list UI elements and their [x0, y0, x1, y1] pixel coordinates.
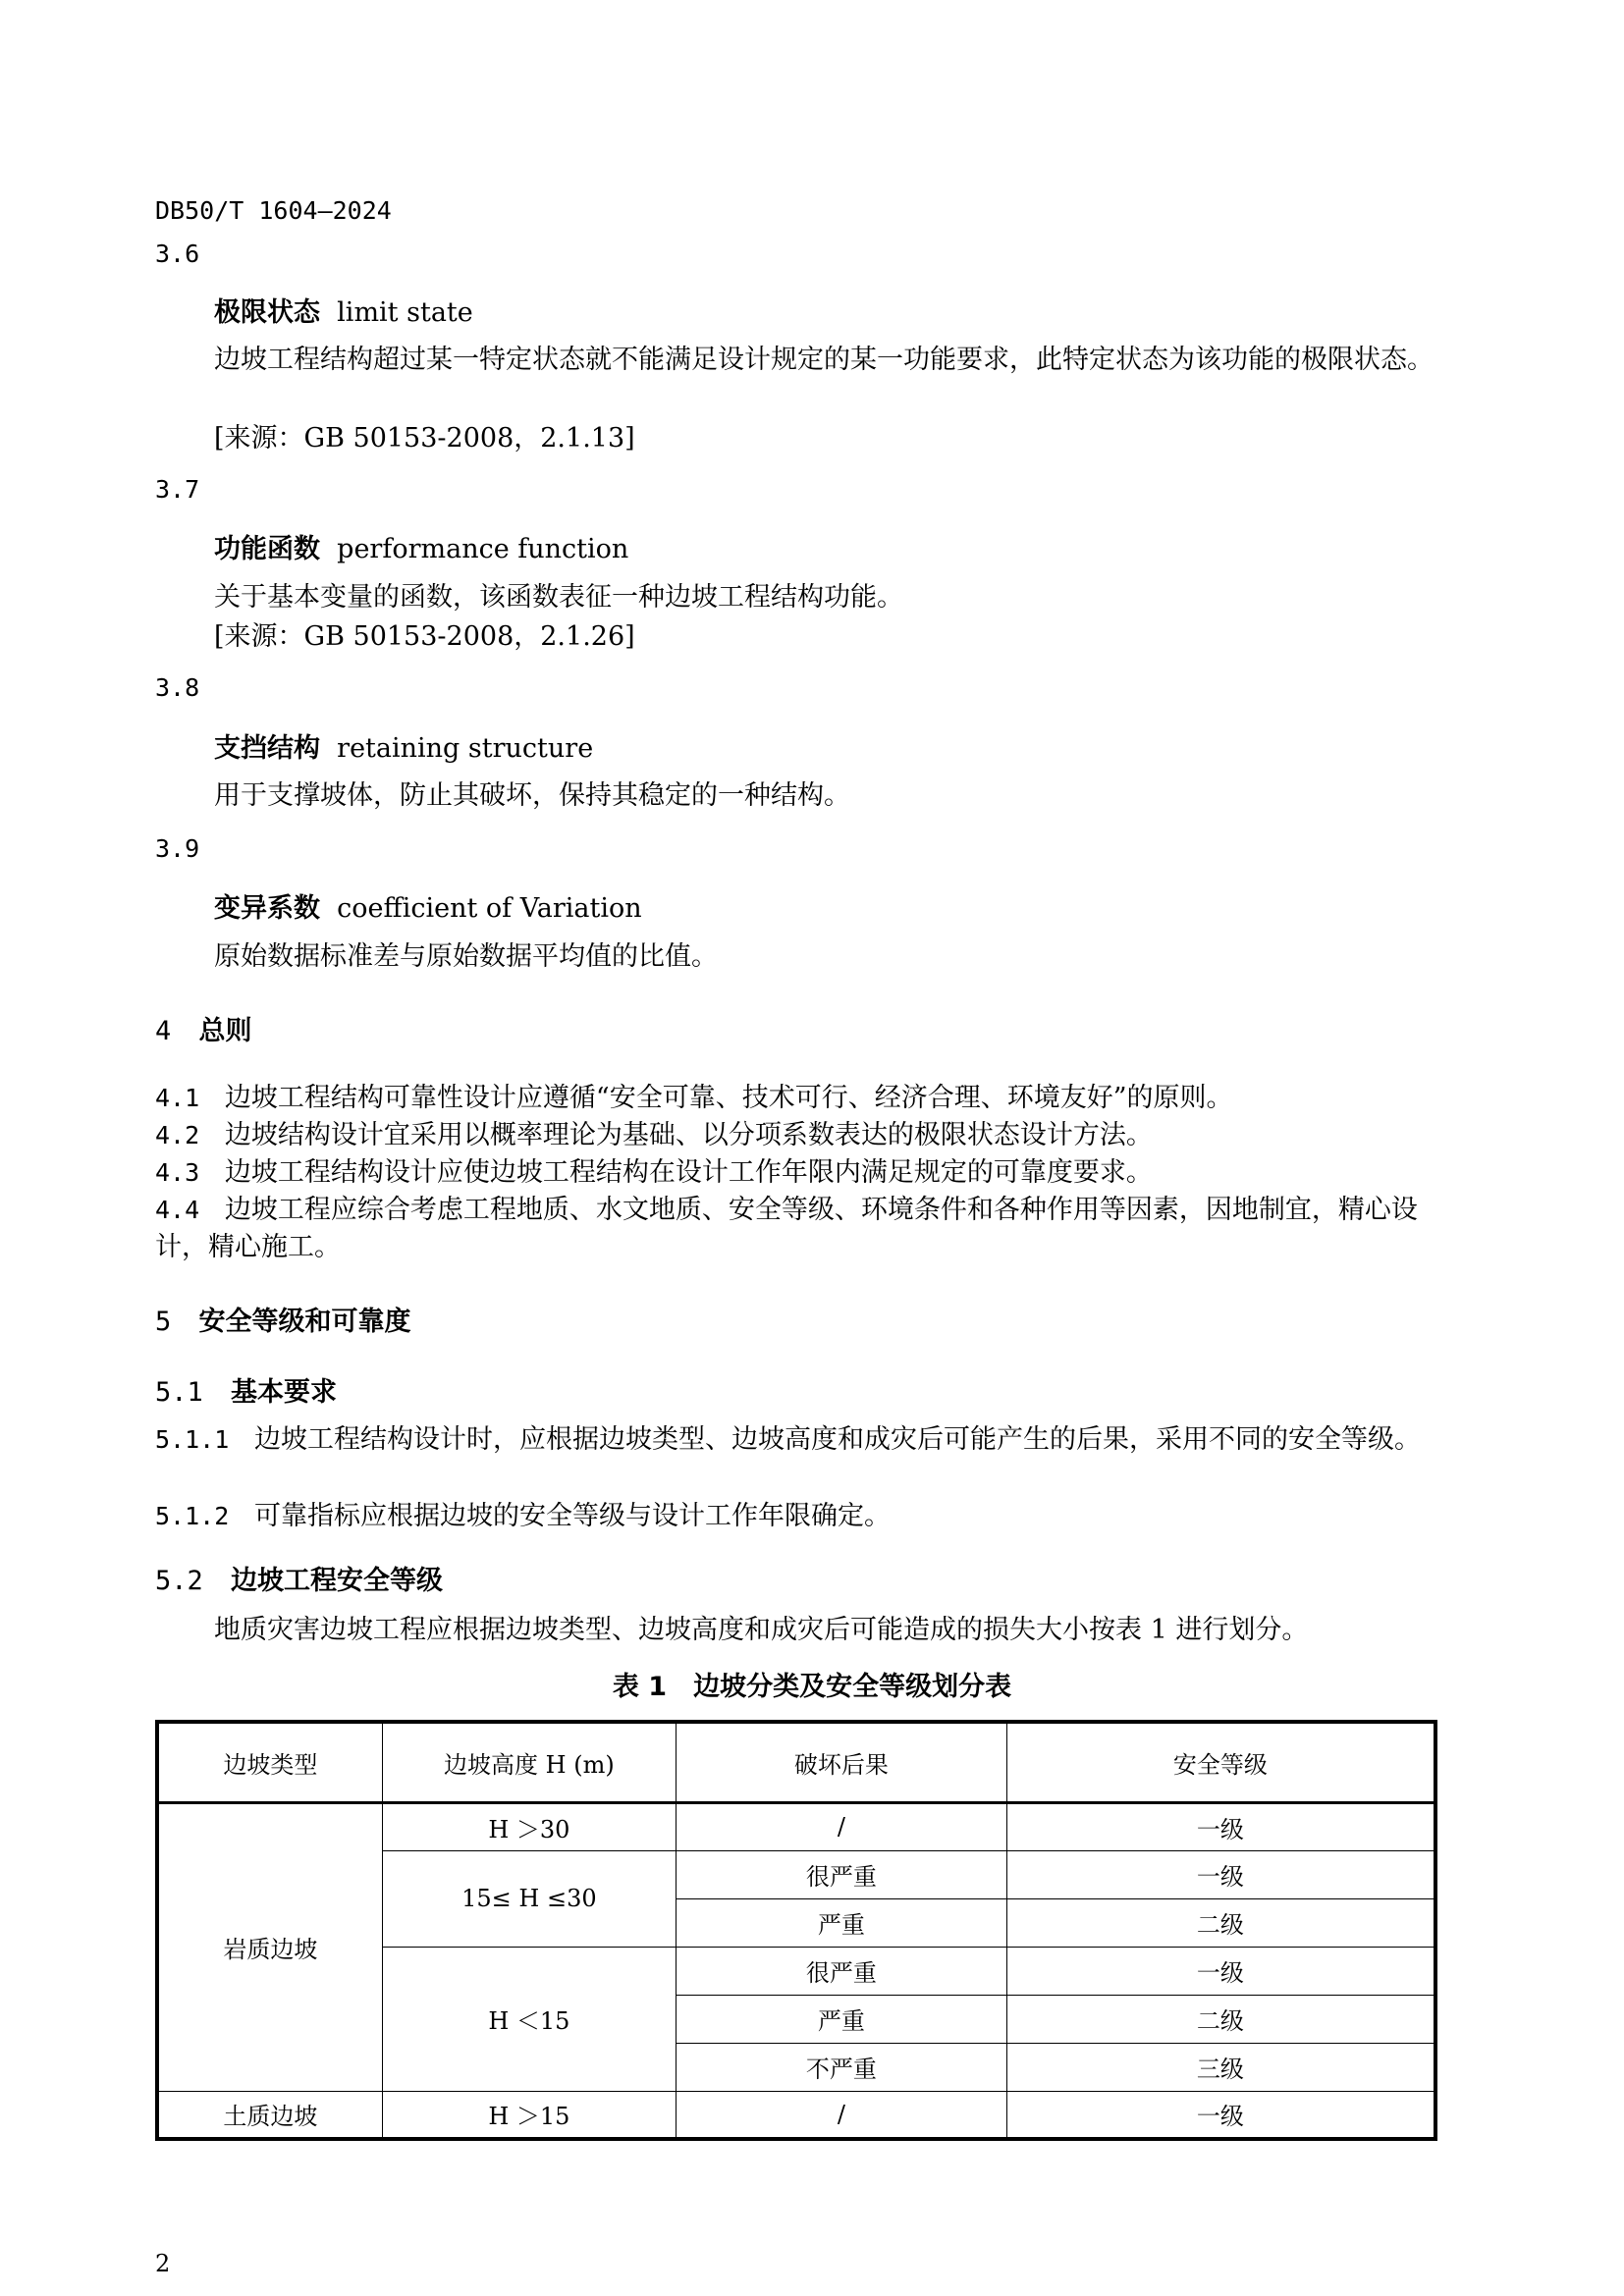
clause-item [155, 1421, 1436, 1459]
grade-cell: 二级 [1006, 1898, 1435, 1947]
section-heading [155, 1009, 251, 1047]
section-heading [155, 1300, 410, 1338]
item-number: 4.2 [155, 1121, 200, 1149]
term-cn: 极限状态 [214, 297, 320, 328]
term-heading [214, 886, 642, 925]
item-number: 5.1.1 [155, 1425, 230, 1454]
slope-type-cell: 岩质边坡 [157, 1802, 382, 2091]
slope-type-cell: 土质边坡 [157, 2091, 382, 2139]
consequence-cell: 很严重 [676, 1947, 1006, 1995]
grade-cell: 三级 [1006, 2043, 1435, 2091]
definition-text: 原始数据标准差与原始数据平均值的比值。 [214, 941, 718, 972]
table-header-cell: 安全等级 [1006, 1722, 1435, 1802]
term-heading [214, 527, 628, 565]
term-heading [214, 726, 593, 765]
term-en: performance function [337, 534, 629, 564]
term-en: limit state [337, 297, 473, 328]
clause-item [155, 1498, 891, 1535]
consequence-cell: / [676, 2091, 1006, 2139]
grade-cell: 二级 [1006, 1995, 1435, 2043]
term-en: coefficient of Variation [337, 893, 642, 924]
item-number: 5.1.2 [155, 1502, 230, 1530]
height-cell: H ＜15 [382, 1947, 676, 2091]
term-cn: 支挡结构 [214, 733, 320, 764]
table-caption: 表 1 边坡分类及安全等级划分表 [612, 1672, 1012, 1702]
item-text: 边坡工程结构设计时，应根据边坡类型、边坡高度和成灾后可能产生的后果，采用不同的安全等级。 [254, 1424, 1422, 1455]
grade-cell: 一级 [1006, 1802, 1435, 1850]
clause-number: 3.7 [155, 475, 200, 504]
height-cell: H ＞30 [382, 1802, 676, 1850]
clause-item [155, 1117, 1153, 1154]
clause-item [155, 1154, 1153, 1192]
section-number: 5 [155, 1307, 172, 1337]
subsection-heading [155, 1559, 443, 1597]
subsection-number: 5.2 [155, 1566, 203, 1596]
grade-cell: 一级 [1006, 1850, 1435, 1898]
definition-source: [来源：GB 50153-2008，2.1.26] [214, 621, 635, 652]
consequence-cell: 很严重 [676, 1850, 1006, 1898]
height-cell: H ＞15 [382, 2091, 676, 2139]
clause-item [155, 1192, 1436, 1266]
table-header-cell: 破坏后果 [676, 1722, 1006, 1802]
item-text: 边坡工程结构设计应使边坡工程结构在设计工作年限内满足规定的可靠度要求。 [224, 1157, 1153, 1188]
section-title: 总则 [198, 1016, 252, 1046]
standard-code: DB50/T 1604—2024 [155, 196, 392, 225]
clause-number: 3.9 [155, 834, 200, 863]
item-text: 边坡工程应综合考虑工程地质、水文地质、安全等级、环境条件和各种作用等因素，因地制宜，精心设计，精心施工。 [155, 1195, 1418, 1262]
table-header-cell: 边坡高度 H (m) [382, 1722, 676, 1802]
subsection-title: 基本要求 [230, 1377, 337, 1408]
section-title: 安全等级和可靠度 [198, 1307, 411, 1337]
item-text: 可靠指标应根据边坡的安全等级与设计工作年限确定。 [254, 1501, 892, 1531]
item-number: 4.3 [155, 1158, 200, 1187]
section-number: 4 [155, 1016, 172, 1046]
item-text: 边坡工程结构可靠性设计应遵循“安全可靠、技术可行、经济合理、环境友好”的原则。 [224, 1083, 1233, 1113]
table-header-row [157, 1722, 1435, 1802]
paragraph: 地质灾害边坡工程应根据边坡类型、边坡高度和成灾后可能造成的损失大小按表 1 进行划分。 [214, 1615, 1309, 1645]
clause-number: 3.6 [155, 240, 200, 268]
item-number: 4.1 [155, 1084, 200, 1112]
page-number: 2 [155, 2250, 171, 2277]
table-header-cell: 边坡类型 [157, 1722, 382, 1802]
consequence-cell: / [676, 1802, 1006, 1850]
consequence-cell: 严重 [676, 1898, 1006, 1947]
grade-cell: 一级 [1006, 2091, 1435, 2139]
consequence-cell: 不严重 [676, 2043, 1006, 2091]
term-cn: 功能函数 [214, 534, 320, 564]
definition-text: 关于基本变量的函数，该函数表征一种边坡工程结构功能。 [214, 582, 903, 613]
slope-classification-table [155, 1720, 1437, 2141]
consequence-cell: 严重 [676, 1995, 1006, 2043]
subsection-number: 5.1 [155, 1377, 203, 1408]
clause-number: 3.8 [155, 673, 200, 702]
subsection-title: 边坡工程安全等级 [230, 1566, 443, 1596]
term-heading [214, 291, 473, 329]
table-row [157, 2091, 1435, 2139]
item-number: 4.4 [155, 1196, 200, 1224]
term-cn: 变异系数 [214, 893, 320, 924]
definition-text: 边坡工程结构超过某一特定状态就不能满足设计规定的某一功能要求，此特定状态为该功能的极限状态。 [214, 345, 1434, 375]
clause-item [155, 1080, 1233, 1117]
item-text: 边坡结构设计宜采用以概率理论为基础、以分项系数表达的极限状态设计方法。 [224, 1120, 1153, 1150]
table-row [157, 1802, 1435, 1850]
height-cell: 15≤ H ≤30 [382, 1850, 676, 1947]
definition-source: [来源：GB 50153-2008，2.1.13] [214, 423, 635, 454]
grade-cell: 一级 [1006, 1947, 1435, 1995]
term-en: retaining structure [337, 733, 594, 764]
definition-text: 用于支撑坡体，防止其破坏，保持其稳定的一种结构。 [214, 780, 850, 811]
subsection-heading [155, 1370, 337, 1409]
